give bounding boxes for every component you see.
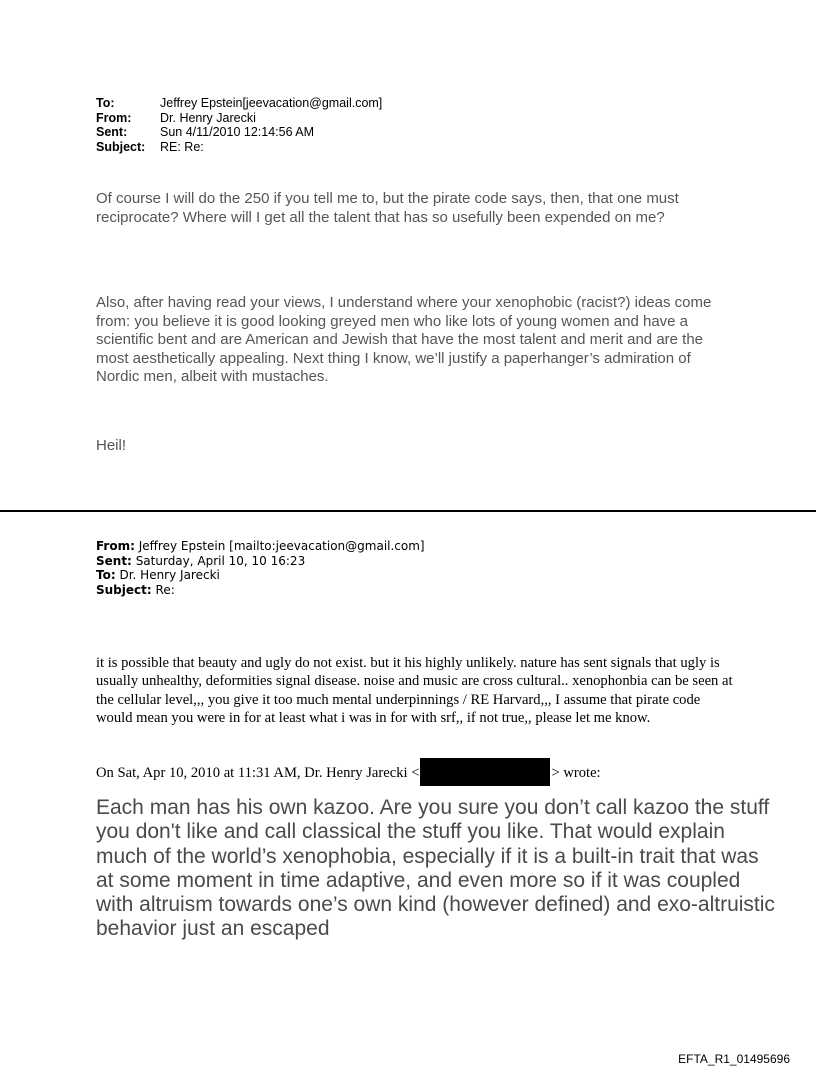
quote-intro [96,759,736,788]
email2-from-row [96,539,425,554]
to-label: To: [96,96,115,110]
from-row [96,111,382,126]
document-id: EFTA_R1_01495696 [678,1052,790,1066]
email2-to-value: Dr. Henry Jarecki [119,568,220,583]
email2-sent-label: Sent: [96,553,132,568]
email2-header [96,539,425,597]
message-divider [0,510,816,512]
sent-row [96,125,382,140]
email2-subject-value: Re: [155,582,175,597]
to-value: Jeffrey Epstein[jeevacation@gmail.com] [160,96,383,110]
email2-to-row [96,568,425,583]
email2-subject-label: Subject: [96,582,152,597]
subject-label: Subject: [96,139,146,154]
sent-label: Sent: [96,125,128,139]
email1-paragraph-1: Of course I will do the 250 if you tell me to, but the pirate code says, then, that one must reciprocate? Where will I get all the talent that has so usefully been expended on me? [96,190,679,226]
to-row [96,96,382,111]
email2-sent-row [96,554,425,569]
subject-value: RE: Re: [160,139,204,154]
email2-body: it is possible that beauty and ugly do not exist. but it his highly unlikely. nature has sent signals that ugly is usually unhealthy, deformities signal disease. noise and music are cross cultural.. xenophonbia can be seen at the cellular level,,, you give it too much mental underpinnings / RE Harvard,,, I assume that pirate code would mean you were in for at least what i was in for with srf,, if not true,, please let me know. [96,655,733,727]
email2-subject-row [96,583,425,598]
quoted-message: Each man has his own kazoo. Are you sure you don’t call kazoo the stuff you don't like and call classical the stuff you like. That would explain much of the world’s xenophobia, especially if it is a built-in trait that was at some moment in time adaptive, and even more so if it was coupled with altruism towards one’s own kind (however defined) and exo-altruistic behavior just an escaped [96,796,775,941]
email2-from-value: Jeffrey Epstein [mailto:jeevacation@gmail.com] [138,539,425,553]
sent-value: Sun 4/11/2010 12:14:56 AM [160,125,315,139]
redaction-block [420,758,550,786]
email1-signoff: Heil! [96,437,127,454]
email2-sent-value: Saturday, April 10, 10 16:23 [135,553,306,568]
email2-to-label: To: [96,568,116,583]
quote-intro-after: > wrote: [551,765,601,781]
email2-from-label: From: [96,539,135,553]
from-value: Dr. Henry Jarecki [160,110,256,125]
email1-paragraph-2: Also, after having read your views, I understand where your xenophobic (racist?) ideas come from: you believe it is good looking greyed men who like lots of young women and have a scientific bent and are American and Jewish that have the most talent and merit and are the most aesthetically appealing. Next thing I know, we’ll justify a paperhanger’s admiration of Nordic men, albeit with mustaches. [96,294,712,385]
email1-header [96,96,382,154]
quote-intro-before: On Sat, Apr 10, 2010 at 11:31 AM, Dr. Henry Jarecki < [96,765,420,781]
from-label: From: [96,110,132,125]
subject-row [96,140,382,155]
